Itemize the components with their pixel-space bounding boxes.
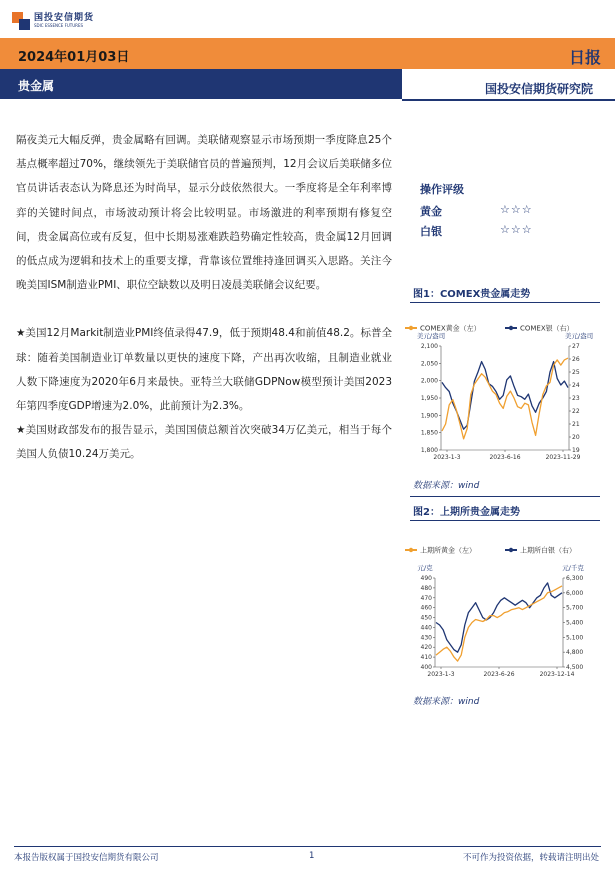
rating-row-gold (420, 203, 533, 219)
legend-label: COMEX银（右） (520, 324, 574, 333)
left-tick-label: 490 (420, 575, 432, 582)
left-tick-label: 1,950 (420, 395, 438, 402)
legend-marker (409, 326, 413, 330)
header-blue-bar (0, 69, 402, 99)
left-tick-label: 440 (420, 624, 432, 632)
right-tick-label: 23 (572, 395, 580, 402)
report-body (16, 128, 392, 491)
rating-row-silver (420, 223, 533, 239)
figure-1-title: 图1：COMEX贵金属走势 (413, 289, 531, 300)
company-logo (12, 10, 94, 32)
left-tick-label: 1,900 (420, 412, 438, 420)
right-tick-label: 4,500 (566, 664, 584, 671)
left-tick-label: 1,850 (420, 429, 438, 437)
logo-name-en: SDIC ESSENCE FUTURES (34, 23, 84, 28)
right-tick-label: 6,000 (566, 589, 584, 597)
legend-marker (509, 548, 513, 552)
series-line (436, 583, 562, 652)
left-tick-label: 420 (420, 644, 432, 652)
x-tick-label: 2023-1-3 (433, 454, 461, 461)
series-line (442, 358, 568, 439)
right-tick-label: 5,700 (566, 604, 584, 612)
left-tick-label: 450 (420, 614, 432, 622)
legend-label: COMEX黄金（左） (420, 324, 481, 333)
footer-copyright: 本报告版权属于国投安信期货有限公司 (14, 853, 159, 863)
body-paragraph: ★美国12月Markit制造业PMI终值录得47.9，低于预期48.4和前值48.2。标普全球：随着美国制造业订单数量以更快的速度下降，产出再次收缩，且制造业就业人数下降速度为2020年6月来最快。亚特兰大联储GDPNow模型预计美国2023年第四季度GDP增速为2.0%，此前预计为2.3%。 (16, 327, 392, 413)
legend-label: 上期所白银（右） (520, 546, 576, 555)
page-number: 1 (309, 851, 315, 861)
left-tick-label: 1,800 (420, 447, 438, 454)
right-tick-label: 21 (572, 421, 580, 428)
header-divider (402, 99, 615, 101)
legend-marker (509, 326, 513, 330)
left-tick-label: 2,100 (420, 343, 438, 350)
legend-label: 上期所黄金（左） (420, 546, 476, 555)
left-axis-unit: 美元/盎司 (416, 332, 446, 340)
x-tick-label: 2023-1-3 (427, 671, 455, 678)
left-tick-label: 2,050 (420, 360, 438, 368)
left-tick-label: 480 (420, 584, 432, 592)
institute-name: 国投安信期货研究院 (484, 82, 593, 96)
star-rating-icon: ☆☆☆ (500, 223, 533, 236)
rating-name: 黄金 (420, 205, 442, 218)
rating-name: 白银 (420, 225, 442, 238)
left-tick-label: 410 (420, 654, 432, 662)
footer-disclaimer: 不可作为投资依据，转载请注明出处 (462, 853, 599, 863)
comex-chart (405, 318, 605, 468)
left-axis-unit: 元/克 (417, 564, 433, 572)
report-type: 日报 (568, 48, 601, 67)
figure-1-bottom-rule (410, 496, 600, 497)
right-tick-label: 20 (572, 434, 580, 441)
rating-title: 操作评级 (420, 183, 464, 196)
right-axis-unit: 元/千克 (562, 564, 584, 572)
star-rating-icon: ☆☆☆ (500, 203, 533, 216)
footer-divider (14, 846, 601, 847)
right-tick-label: 22 (572, 408, 580, 415)
right-axis-unit: 美元/盎司 (564, 332, 594, 340)
figure-1-rule (410, 302, 600, 303)
left-tick-label: 400 (420, 664, 432, 671)
left-tick-label: 430 (420, 634, 432, 642)
right-tick-label: 5,400 (566, 619, 584, 627)
right-tick-label: 27 (572, 343, 580, 350)
shfe-chart (405, 540, 605, 685)
body-paragraph: ★美国财政部发布的报告显示，美国国债总额首次突破34万亿美元，相当于每个美国人负债10.24万美元。 (16, 424, 392, 461)
report-date: 2024年01月03日 (18, 50, 130, 65)
x-tick-label: 2023-6-16 (489, 454, 521, 461)
sector-label: 贵金属 (18, 79, 55, 93)
right-tick-label: 24 (572, 382, 580, 389)
logo-mark (12, 12, 30, 30)
right-tick-label: 19 (572, 447, 580, 454)
figure-2-rule (410, 520, 600, 521)
right-tick-label: 26 (572, 356, 580, 363)
legend-marker (409, 548, 413, 552)
x-tick-label: 2023-12-14 (539, 671, 575, 678)
x-tick-label: 2023-6-26 (483, 671, 515, 678)
x-tick-label: 2023-11-29 (545, 454, 581, 461)
left-tick-label: 2,000 (420, 377, 438, 385)
right-tick-label: 6,300 (566, 575, 584, 582)
figure-2-title: 图2：上期所贵金属走势 (413, 507, 520, 518)
left-tick-label: 460 (420, 604, 432, 612)
left-tick-label: 470 (420, 594, 432, 602)
figure-1-source: 数据来源：wind (413, 481, 480, 491)
figure-2-source: 数据来源：wind (413, 697, 480, 707)
right-tick-label: 5,100 (566, 634, 584, 642)
logo-name-cn: 国投安信期货 (34, 13, 95, 23)
body-paragraph: 隔夜美元大幅反弹，贵金属略有回调。美联储观察显示市场预期一季度降息25个基点概率超过70%，继续领先于美联储官员的普遍预判，12月会议后美联储多位官员讲话表态认为降息还为时尚早，显示分歧依然很大。一季度将是全年利率博弈的关键时间点，市场波动预计将会比较明显。市场激进的利率预期有修复空间，贵金属高位或有反复，但中长期易涨难跌趋势确定性较高，贵金属12月回调的低点成为逻辑和技术上的重要支撑，背靠该位置维持逢回调买入思路。关注今晚美国ISM制造业PMI、职位空缺数以及明日凌晨美联储会议纪要。 (16, 134, 392, 292)
right-tick-label: 4,800 (566, 649, 584, 657)
series-line (442, 362, 568, 430)
right-tick-label: 25 (572, 369, 580, 376)
